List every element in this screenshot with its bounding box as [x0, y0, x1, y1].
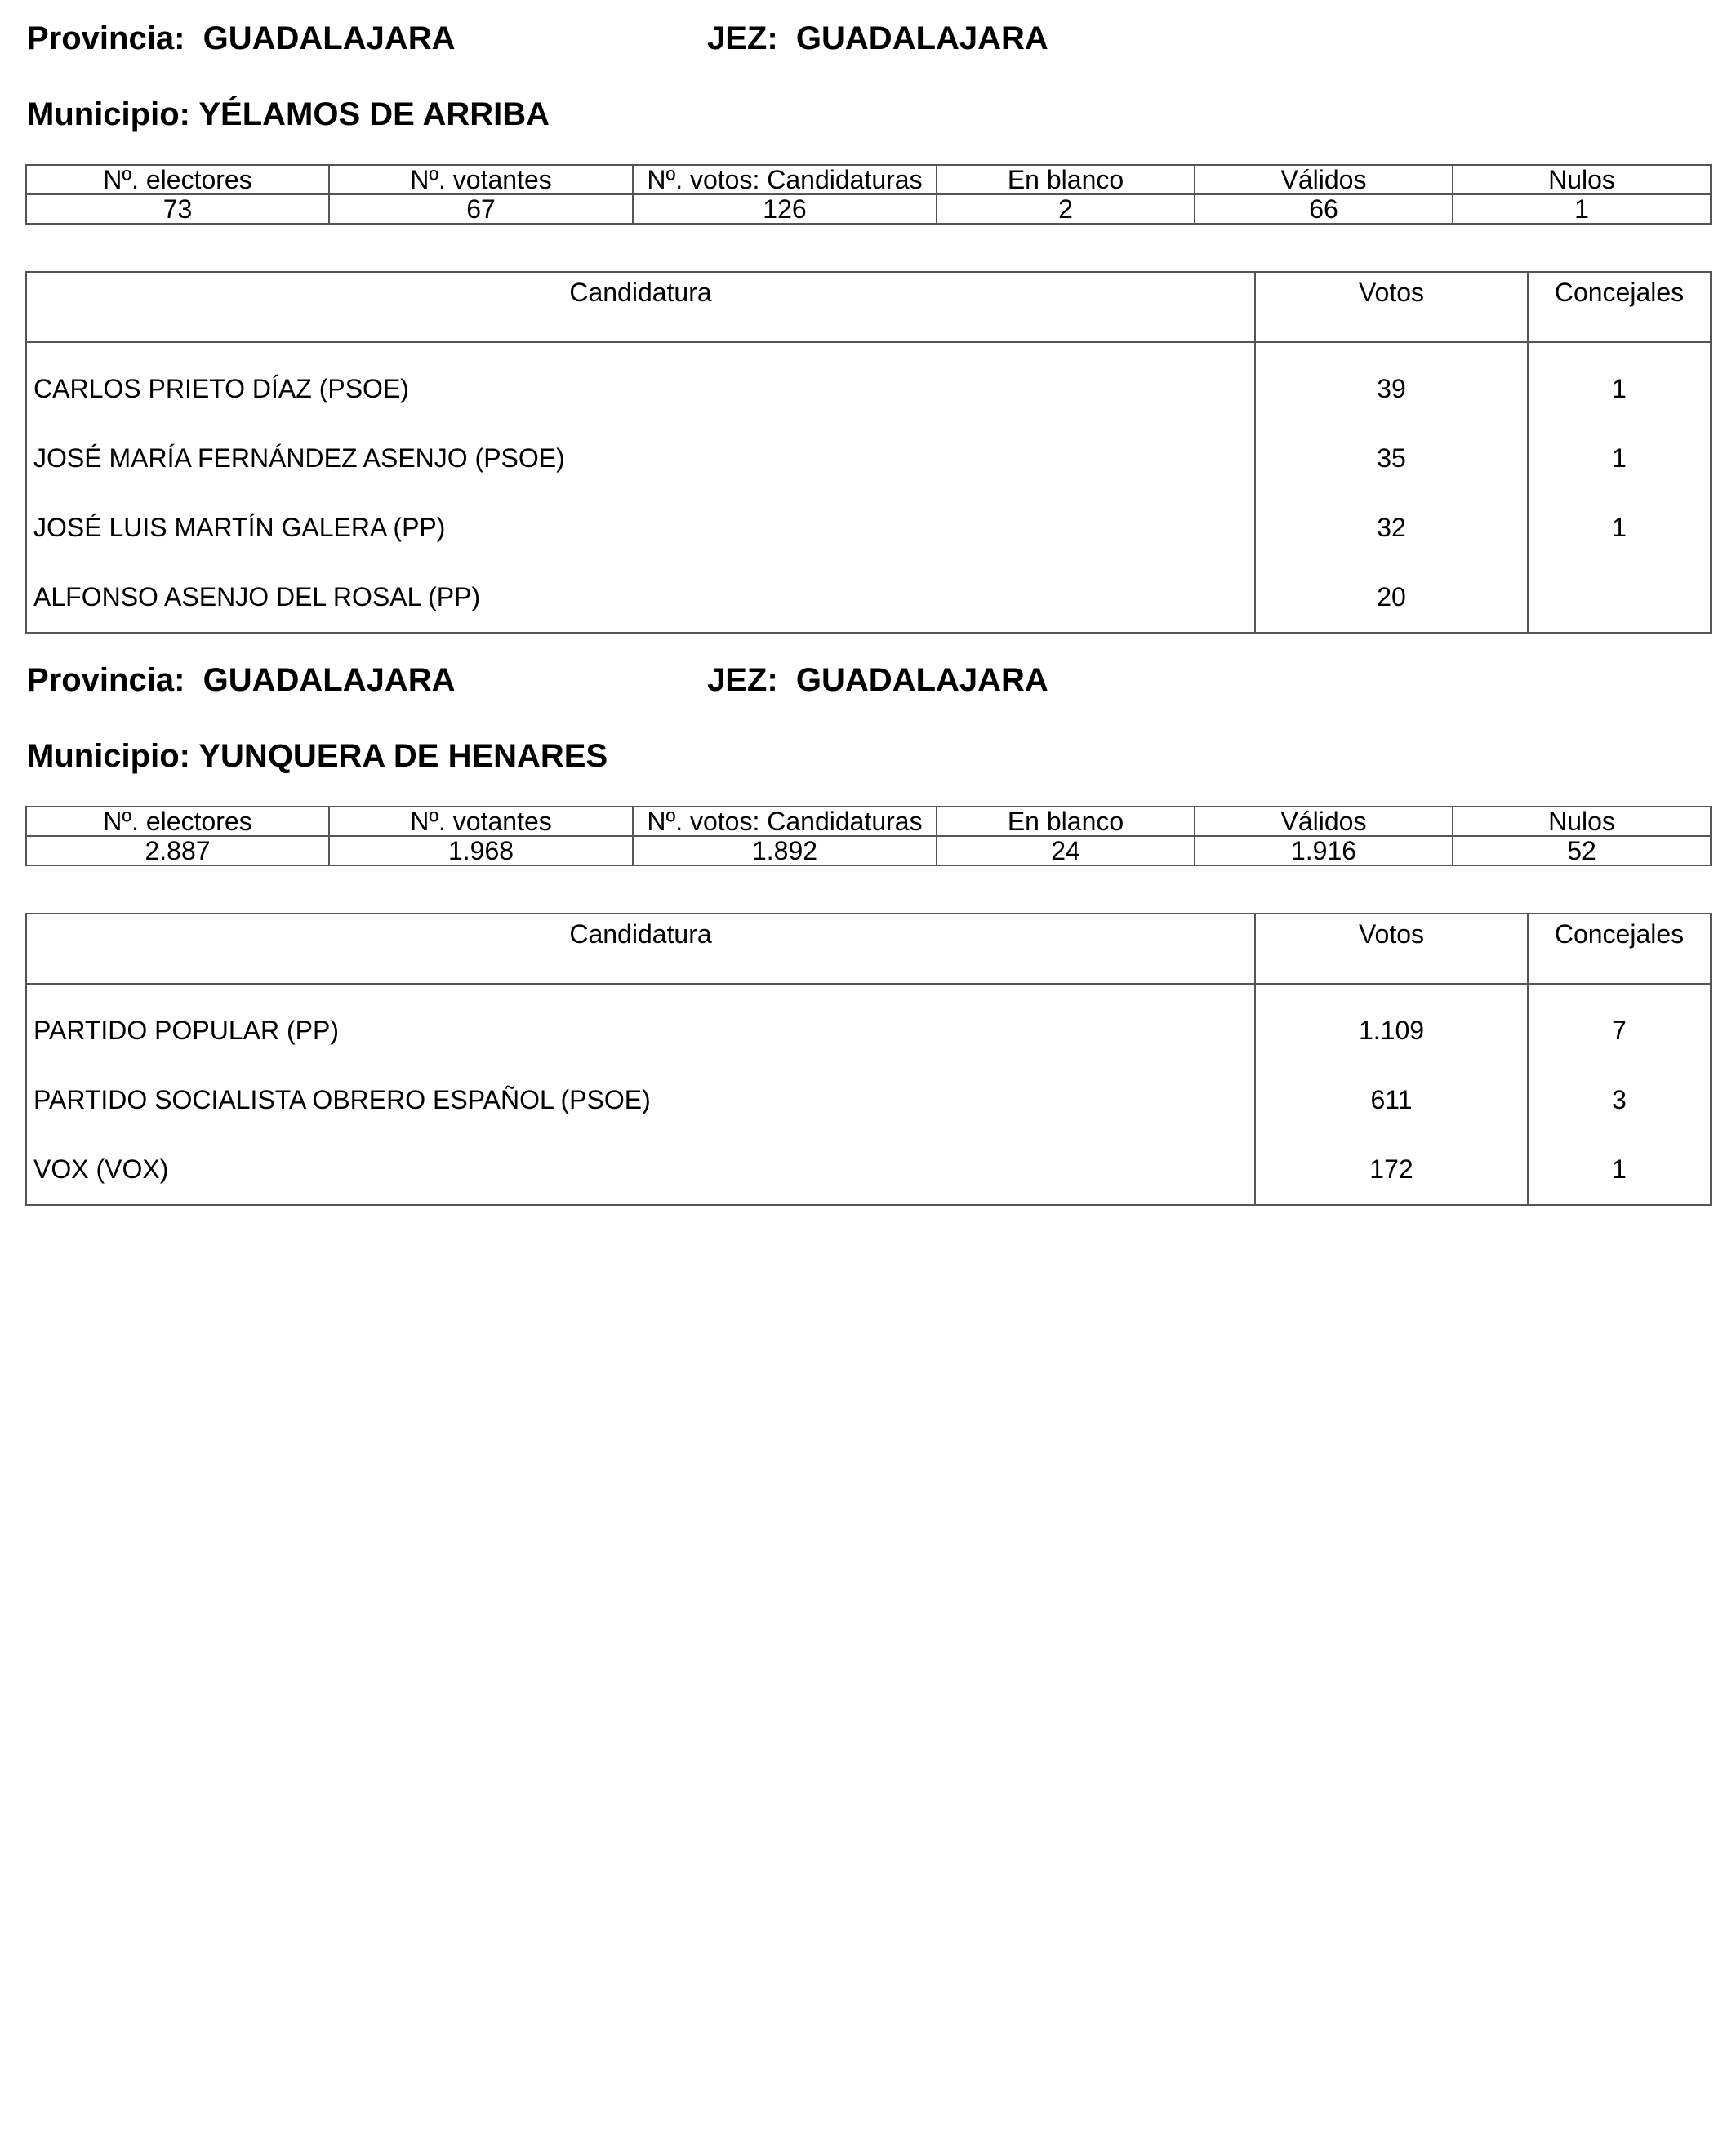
stats-value-cell: 52 — [1453, 836, 1711, 865]
spacer-row — [26, 984, 1711, 996]
stats-value-cell: 67 — [329, 194, 633, 224]
candidate-name: CARLOS PRIETO DÍAZ (PSOE) — [26, 354, 1255, 424]
stats-value-cell: 1.892 — [633, 836, 937, 865]
jez-value: GUADALAJARA — [795, 20, 1048, 56]
candidate-concejales: 1 — [1528, 354, 1711, 424]
stats-value-row — [26, 194, 1711, 224]
stats-header-cell: Nº. votantes — [329, 807, 633, 836]
candidate-name: JOSÉ LUIS MARTÍN GALERA (PP) — [26, 493, 1255, 563]
candidate-concejales: 3 — [1528, 1065, 1711, 1135]
municipio-value: YUNQUERA DE HENARES — [198, 738, 608, 774]
stats-header-row — [26, 165, 1711, 194]
provincia-label: Provincia: — [27, 662, 185, 698]
candidatura-header: Candidatura — [26, 272, 1255, 342]
jez-header — [707, 664, 1048, 696]
municipio-header — [27, 740, 608, 772]
municipio-label: Municipio: — [27, 96, 190, 132]
stats-header-cell: Nulos — [1453, 165, 1711, 194]
candidate-row — [26, 1065, 1711, 1135]
stats-header-cell: Válidos — [1195, 807, 1453, 836]
candidate-votos: 39 — [1255, 354, 1528, 424]
stats-header-cell: En blanco — [937, 807, 1195, 836]
candidate-concejales: 1 — [1528, 493, 1711, 563]
stats-value-row — [26, 836, 1711, 865]
stats-header-cell: Nº. electores — [26, 807, 329, 836]
municipio-header — [27, 98, 550, 131]
stats-header-cell: Nº. votos: Candidaturas — [633, 165, 937, 194]
candidate-row — [26, 563, 1711, 633]
provincia-label: Provincia: — [27, 20, 185, 56]
candidate-row — [26, 424, 1711, 493]
candidate-concejales — [1528, 563, 1711, 633]
stats-header-cell: Nº. votantes — [329, 165, 633, 194]
candidate-row — [26, 354, 1711, 424]
candidate-concejales: 1 — [1528, 1135, 1711, 1205]
candidates-table — [25, 271, 1712, 634]
stats-value-cell: 2.887 — [26, 836, 329, 865]
municipio-value: YÉLAMOS DE ARRIBA — [198, 96, 550, 132]
provincia-value: GUADALAJARA — [203, 662, 456, 698]
candidate-name: PARTIDO POPULAR (PP) — [26, 996, 1255, 1065]
candidates-table — [25, 913, 1712, 1206]
jez-header — [707, 22, 1048, 55]
stats-value-cell: 24 — [937, 836, 1195, 865]
candidates-header-row — [26, 914, 1711, 984]
candidate-row — [26, 996, 1711, 1065]
stats-header-cell: En blanco — [937, 165, 1195, 194]
stats-header-cell: Nº. electores — [26, 165, 329, 194]
stats-value-cell: 66 — [1195, 194, 1453, 224]
candidate-name: ALFONSO ASENJO DEL ROSAL (PP) — [26, 563, 1255, 633]
stats-value-cell: 1.968 — [329, 836, 633, 865]
candidate-name: VOX (VOX) — [26, 1135, 1255, 1205]
candidate-votos: 32 — [1255, 493, 1528, 563]
candidate-votos: 35 — [1255, 424, 1528, 493]
stats-table — [25, 164, 1712, 225]
municipio-label: Municipio: — [27, 738, 190, 774]
votos-header: Votos — [1255, 272, 1528, 342]
provincia-header — [27, 664, 456, 696]
spacer-row — [26, 342, 1711, 354]
stats-header-cell: Nulos — [1453, 807, 1711, 836]
provincia-value: GUADALAJARA — [203, 20, 456, 56]
candidate-votos: 20 — [1255, 563, 1528, 633]
stats-header-cell: Válidos — [1195, 165, 1453, 194]
candidate-row — [26, 1135, 1711, 1205]
stats-value-cell: 1.916 — [1195, 836, 1453, 865]
candidate-votos: 1.109 — [1255, 996, 1528, 1065]
provincia-header — [27, 22, 456, 55]
stats-header-cell: Nº. votos: Candidaturas — [633, 807, 937, 836]
concejales-header: Concejales — [1528, 272, 1711, 342]
votos-header: Votos — [1255, 914, 1528, 984]
candidate-votos: 611 — [1255, 1065, 1528, 1135]
candidatura-header: Candidatura — [26, 914, 1255, 984]
jez-label: JEZ: — [707, 20, 778, 56]
stats-value-cell: 1 — [1453, 194, 1711, 224]
candidate-name: PARTIDO SOCIALISTA OBRERO ESPAÑOL (PSOE) — [26, 1065, 1255, 1135]
candidate-votos: 172 — [1255, 1135, 1528, 1205]
stats-value-cell: 2 — [937, 194, 1195, 224]
jez-label: JEZ: — [707, 662, 778, 698]
stats-value-cell: 73 — [26, 194, 329, 224]
stats-table — [25, 806, 1712, 866]
stats-header-row — [26, 807, 1711, 836]
concejales-header: Concejales — [1528, 914, 1711, 984]
candidate-concejales: 1 — [1528, 424, 1711, 493]
candidate-name: JOSÉ MARÍA FERNÁNDEZ ASENJO (PSOE) — [26, 424, 1255, 493]
candidates-header-row — [26, 272, 1711, 342]
candidate-row — [26, 493, 1711, 563]
candidate-concejales: 7 — [1528, 996, 1711, 1065]
stats-value-cell: 126 — [633, 194, 937, 224]
jez-value: GUADALAJARA — [795, 662, 1048, 698]
